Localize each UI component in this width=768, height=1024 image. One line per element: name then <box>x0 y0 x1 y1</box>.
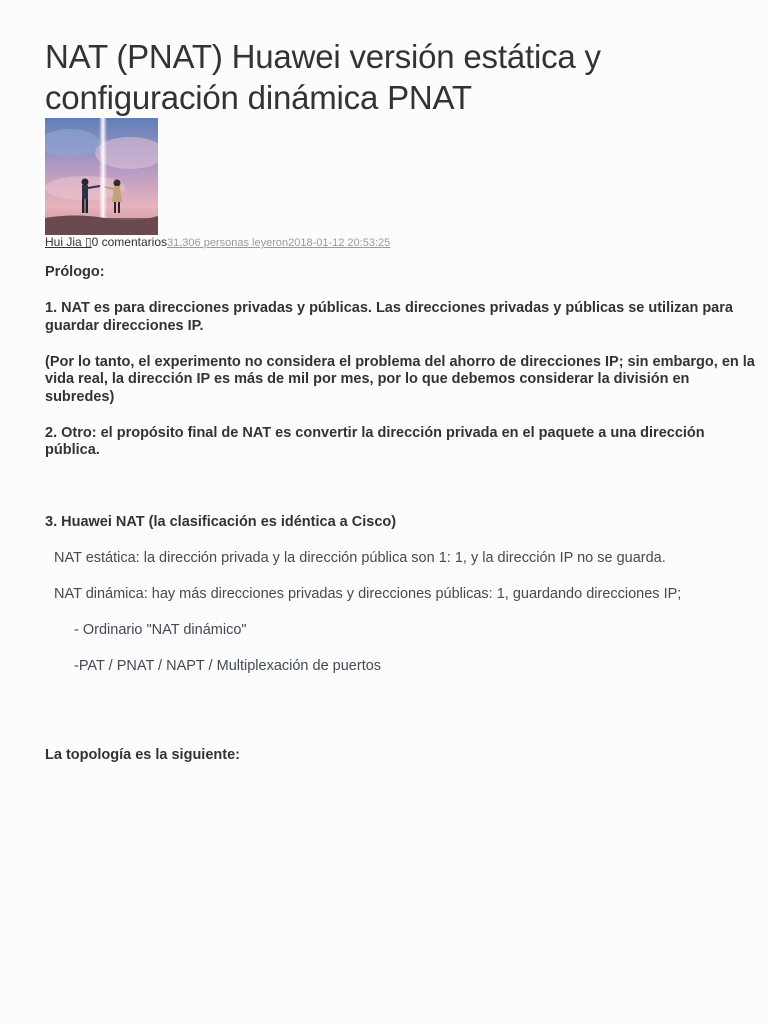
paragraph-1: 1. NAT es para direcciones privadas y públicas. Las direcciones privadas y públicas se utilizan para guardar direcciones IP. <box>45 300 733 334</box>
comments-count[interactable]: 0 comentarios <box>91 235 167 249</box>
article-container <box>45 36 757 783</box>
static-nat-text: NAT estática: la dirección privada y la dirección pública son 1: 1, y la dirección IP no se guarda. <box>54 549 666 566</box>
ordinary-nat-item: - Ordinario "NAT dinámico" <box>74 621 247 638</box>
paragraph-3: 2. Otro: el propósito final de NAT es convertir la dirección privada en el paquete a una dirección pública. <box>45 424 705 458</box>
article-body <box>45 264 757 765</box>
publish-date: 2018-01-12 20:53:25 <box>288 237 391 249</box>
prologue-heading: Prólogo: <box>45 264 105 280</box>
paragraph-4: 3. Huawei NAT (la clasificación es idéntica a Cisco) <box>45 513 397 530</box>
topology-heading: La topología es la siguiente: <box>45 747 240 763</box>
reads-count: 31,306 personas leyeron <box>167 237 289 249</box>
anime-cover-image <box>45 118 158 235</box>
paragraph-2: (Por lo tanto, el experimento no considera el problema del ahorro de direcciones IP; sin embargo, en la vida real, la dirección IP es más de mil por mes, por lo que debemos considerar la división en subredes) <box>45 353 755 405</box>
pat-item: -PAT / PNAT / NAPT / Multiplexación de puertos <box>74 657 382 674</box>
article-meta <box>45 235 757 251</box>
author-link[interactable]: Hui Jia ▯ <box>45 235 92 249</box>
article-title: NAT (PNAT) Huawei versión estática y configuración dinámica PNAT <box>45 38 601 116</box>
dynamic-nat-text: NAT dinámica: hay más direcciones privadas y direcciones públicas: 1, guardando direcciones IP; <box>54 585 682 602</box>
